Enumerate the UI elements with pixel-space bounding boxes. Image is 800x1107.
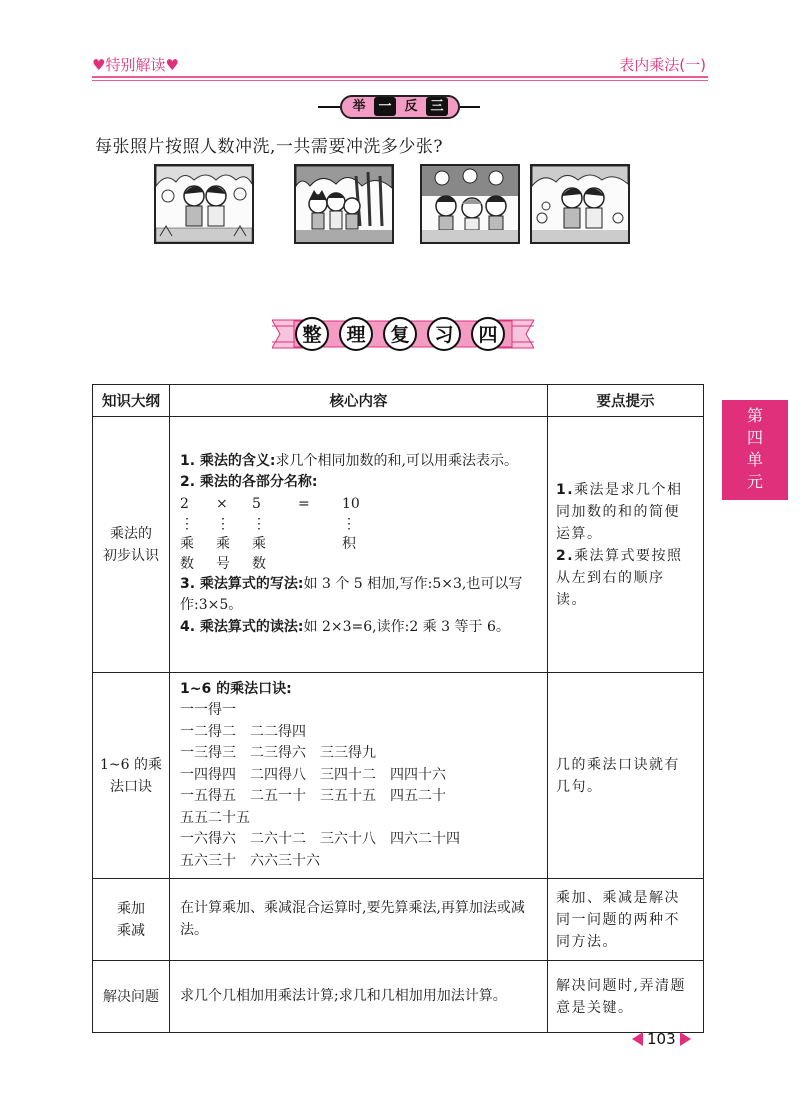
parts-name: 乘: [252, 535, 266, 552]
outline-cell: [93, 673, 170, 879]
multiplication-parts-diagram: [180, 494, 541, 574]
point-text: 如 3 个 5 相加,写作:5×3,也可以写作:3×5。: [180, 575, 523, 614]
section-title-char: 习: [434, 324, 454, 346]
photo-apple-tree-kids: [420, 164, 520, 244]
tip-label: 2.: [556, 547, 575, 564]
exercise-banner-char: 举: [352, 99, 366, 114]
exercise-banner-char: 反: [404, 99, 418, 114]
unit-tab-char: 四: [746, 428, 763, 447]
section-title: [272, 314, 534, 354]
header-chapter-title: 表内乘法(一): [619, 56, 706, 74]
rhyme-line: 一三得三 二三得六 三三得九: [180, 745, 376, 762]
unit-tab-char: 第: [746, 406, 763, 425]
header-content: 核心内容: [170, 385, 548, 417]
parts-name: [342, 554, 372, 574]
content-cell: [170, 879, 548, 961]
rhyme-line: 五六三十 六六三十六: [180, 852, 320, 869]
outline-text: 乘法的: [110, 525, 152, 542]
point-label: 2. 乘法的各部分名称:: [180, 474, 318, 491]
tip-text: 乘法是求几个相同加数的和的简便运算。: [556, 481, 683, 542]
parts-name: [298, 554, 342, 574]
outline-text: 解决问题: [103, 988, 159, 1005]
photo-two-kids-illustration: [156, 166, 252, 242]
tips-cell: [548, 879, 704, 961]
parts-dots: ⋮: [252, 515, 266, 532]
parts-name: 乘: [180, 535, 194, 552]
photo-two-kids-flowers: [530, 164, 630, 244]
photo-two-kids: [154, 164, 254, 244]
point-text: 求几个相同加数的和,可以用乘法表示。: [275, 452, 518, 469]
rhyme-line: 一五得五 二五一十 三五十五 四五二十: [180, 788, 446, 805]
tip-label: 1.: [556, 481, 575, 498]
tip-text: 乘法算式要按照从左到右的顺序读。: [556, 547, 683, 608]
photo-two-kids-flowers-illustration: [532, 166, 628, 242]
next-triangle-icon: [680, 1032, 691, 1046]
unit-tab-char: 元: [746, 472, 763, 491]
content-text: 求几个几相加用乘法计算;求几和几相加用加法计算。: [180, 987, 507, 1004]
rhyme-line: 一六得六 二六十二 三六十八 四六二十四: [180, 831, 460, 848]
tip-text: 乘加、乘减是解决同一问题的两种不同方法。: [556, 889, 680, 950]
exercise-banner-char: 一: [374, 97, 396, 116]
point-text: 如 2×3=6,读作:2 乘 3 等于 6。: [303, 618, 510, 635]
section-title-char: 整: [302, 324, 322, 346]
parts-name: 积: [342, 535, 356, 552]
content-cell: [170, 417, 548, 673]
content-text: 在计算乘加、乘减混合运算时,要先算乘法,再算加法或减法。: [180, 900, 525, 938]
header-section-label: ♥特别解读♥: [92, 56, 179, 74]
outline-text: 法口诀: [110, 778, 152, 795]
table-row-problem-solving: [93, 961, 704, 1033]
outline-text: 初步认识: [103, 547, 159, 564]
table-header-row: [93, 385, 704, 417]
header-tips: 要点提示: [548, 385, 704, 417]
exercise-banner: [318, 95, 480, 119]
page-number-text: 103: [647, 1030, 676, 1048]
parts-name: 乘: [216, 535, 230, 552]
outline-cell: [93, 961, 170, 1033]
parts-dots: ⋮: [342, 515, 356, 532]
parts-name: 数: [180, 555, 194, 572]
parts-name: [298, 534, 342, 554]
header-rule: [92, 76, 708, 78]
unit-tab-char: 单: [746, 450, 763, 469]
section-title-char: 复: [390, 324, 410, 346]
photo-apple-tree-illustration: [422, 166, 518, 242]
photo-three-kids-trees: [294, 164, 394, 244]
header-rule-thin: [92, 80, 708, 81]
rhyme-line: 一四得四 二四得八 三四十二 四四十六: [180, 766, 446, 783]
content-cell: [170, 673, 548, 879]
parts-dots: ⋮: [180, 515, 194, 532]
section-title-ribbon: [272, 314, 534, 354]
outline-cell: [93, 417, 170, 673]
parts-eq-token: ×: [216, 495, 228, 512]
header-outline: 知识大纲: [93, 385, 170, 417]
table-row-times-tables: [93, 673, 704, 879]
parts-eq-token: 10: [342, 495, 360, 512]
section-title-char: 四: [478, 324, 498, 346]
review-table: [92, 384, 704, 1033]
unit-side-tab: [722, 400, 788, 500]
outline-text: 1~6 的乘: [100, 756, 162, 773]
point-label: 4. 乘法算式的读法:: [180, 618, 304, 635]
point-label: 1~6 的乘法口诀:: [180, 680, 292, 697]
tips-cell: [548, 417, 704, 673]
exercise-banner-char: 三: [426, 97, 448, 116]
tip-text: 解决问题时,弄清题意是关键。: [556, 977, 686, 1016]
parts-eq-token: 2: [180, 495, 189, 512]
tip-text: 几的乘法口诀就有几句。: [556, 756, 680, 795]
rhyme-line: 一二得二 二二得四: [180, 723, 306, 740]
rhyme-line: 一一得一: [180, 702, 236, 719]
page-number: [632, 1030, 691, 1048]
tips-cell: [548, 673, 704, 879]
parts-name: 数: [252, 555, 266, 572]
table-row-multiplication-basics: [93, 417, 704, 673]
exercise-question: 每张照片按照人数冲洗,一共需要冲洗多少张?: [95, 137, 444, 157]
table-row-mixed-operations: [93, 879, 704, 961]
parts-eq-token: 5: [252, 495, 261, 512]
parts-dots: [298, 514, 342, 534]
parts-dots: ⋮: [216, 515, 230, 532]
photo-three-kids-illustration: [296, 166, 392, 242]
prev-triangle-icon: [632, 1032, 643, 1046]
content-cell: [170, 961, 548, 1033]
outline-text: 乘加: [117, 900, 145, 917]
outline-text: 乘减: [117, 922, 145, 939]
point-label: 1. 乘法的含义:: [180, 452, 276, 469]
outline-cell: [93, 879, 170, 961]
rhyme-line: 五五二十五: [180, 809, 250, 826]
section-title-char: 理: [346, 324, 366, 346]
parts-name: 号: [216, 555, 230, 572]
tips-cell: [548, 961, 704, 1033]
point-label: 3. 乘法算式的写法:: [180, 575, 304, 592]
parts-eq-token: =: [298, 495, 310, 512]
